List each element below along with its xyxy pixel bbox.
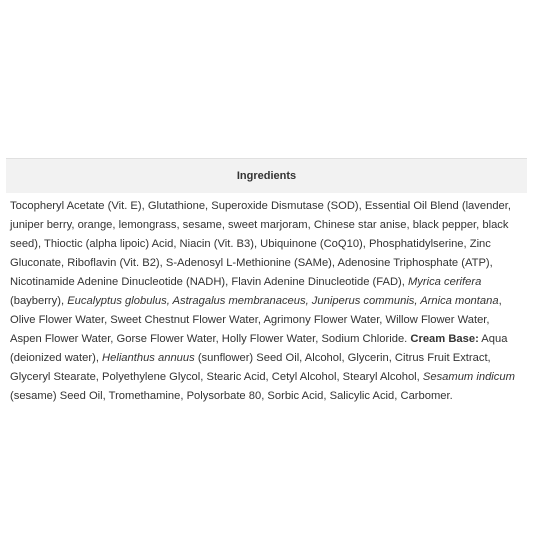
ingredients-panel bbox=[6, 158, 527, 403]
ingredient-segment-latin: Sesamum indicum bbox=[422, 371, 515, 384]
ingredient-segment-latin: Myrica cerifera bbox=[407, 276, 482, 289]
ingredient-segment: , Olive Flower Water, Sweet Chestnut Flower Water, Agrimony Flower Water, Willow Flower Water, Aspen Flower Water, Gorse Flower Water, Holly Flower Water, Sodium Chloride. bbox=[10, 295, 502, 346]
cream-base-label: Cream Base: bbox=[410, 333, 479, 346]
ingredient-segment-latin: Helianthus annuus bbox=[102, 352, 195, 365]
ingredient-segment: (sesame) Seed Oil, Tromethamine, Polysorbate 80, Sorbic Acid, Salicylic Acid, Carbomer. bbox=[10, 390, 453, 403]
ingredients-text bbox=[6, 193, 527, 407]
ingredient-segment: Aqua (deionized water), bbox=[10, 333, 508, 365]
ingredient-segment: (bayberry), bbox=[10, 295, 68, 308]
ingredients-header bbox=[6, 158, 527, 193]
ingredient-segment-latin: Eucalyptus globulus, Astragalus membranaceus, Juniperus communis, Arnica montana bbox=[67, 295, 499, 308]
ingredients-title: Ingredients bbox=[236, 170, 297, 182]
ingredient-segment: (sunflower) Seed Oil, Alcohol, Glycerin, Citrus Fruit Extract, Glyceryl Stearate, Polyethylene Glycol, Stearic Acid, Cetyl Alcohol, Stearyl Alcohol, bbox=[10, 352, 491, 384]
ingredient-segment: Tocopheryl Acetate (Vit. E), Glutathione, Superoxide Dismutase (SOD), Essential Oil Blend (lavender, juniper berry, orange, lemongrass, sesame, sweet marjoram, Chinese star anise, black pepper, black seed), Thioctic (alpha lipoic) Acid, Niacin (Vit. B3), Ubiquinone (CoQ10), Phosphatidylserine, Zinc Gluconate, Riboflavin (Vit. B2), S-Adenosyl L-Methionine (SAMe), Adenosine Triphosphate (ATP), Nicotinamide Adenine Dinucleotide (NADH), Flavin Adenine Dinucleotide (FAD), bbox=[10, 200, 511, 289]
